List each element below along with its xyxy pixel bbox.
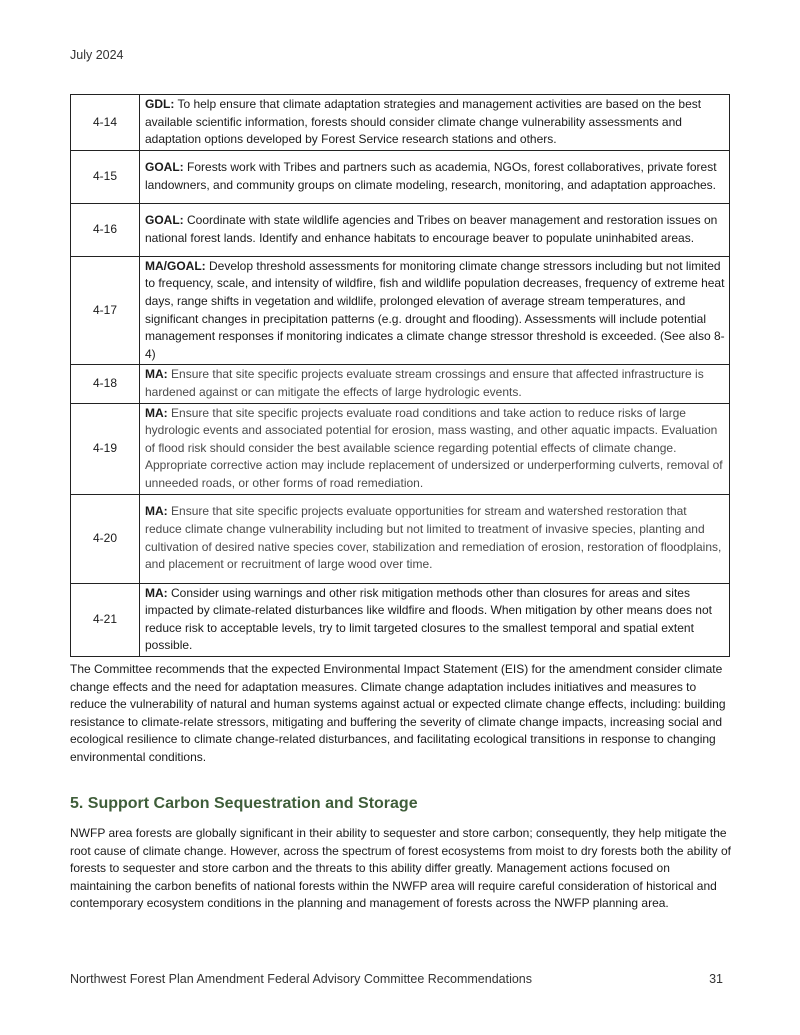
table-row — [71, 150, 730, 203]
row-text — [140, 203, 730, 256]
recommendations-table — [70, 94, 730, 657]
row-number: 4-17 — [71, 256, 140, 365]
table-row — [71, 203, 730, 256]
row-text — [140, 150, 730, 203]
table-row — [71, 494, 730, 583]
row-number: 4-20 — [71, 494, 140, 583]
row-label: GDL: — [145, 97, 175, 111]
row-number: 4-14 — [71, 95, 140, 151]
table-row — [71, 256, 730, 365]
row-number: 4-16 — [71, 203, 140, 256]
page-number: 31 — [709, 972, 723, 986]
row-number: 4-21 — [71, 583, 140, 656]
table-row — [71, 583, 730, 656]
row-body: Forests work with Tribes and partners such as academia, NGOs, forest collaboratives, private forest landowners, and community groups on climate modeling, research, monitoring, and adaptation approaches. — [145, 160, 717, 192]
row-body: Develop threshold assessments for monitoring climate change stressors including but not limited to frequency, scale, and intensity of wildfire, fish and wildlife population decreases, frequency of extreme heat days, range shifts in vegetation and wildlife, prolonged elevation of average stream temperatures, and significant changes in precipitation patterns (e.g. drought and flooding). Assessments will include potential management responses if monitoring indicates a climate change stressor threshold is exceeded. (See also 8-4) — [145, 258, 725, 361]
table-row — [71, 365, 730, 403]
header-date: July 2024 — [70, 48, 124, 62]
row-number: 4-19 — [71, 403, 140, 494]
table-row — [71, 95, 730, 151]
row-text — [140, 403, 730, 494]
row-body: Ensure that site specific projects evaluate road conditions and take action to reduce risks of large hydrologic events and associated potential for erosion, mass wasting, and other aquatic impacts. Evaluation of flood risk should consider the best available science regarding potential effects of climate change. Appropriate corrective action may include replacement of undersized or underperforming culverts, removal of unneeded roads, or other forms of road remediation. — [145, 405, 723, 490]
row-label: MA: — [145, 405, 168, 420]
carbon-paragraph: NWFP area forests are globally significant in their ability to sequester and store carbon; consequently, they help mitigate the root cause of climate change. However, across the spectrum of forest ecosystems from moist to dry forests both the ability of forests to sequester and store carbon and the threats to this ability differ greatly. Management actions focused on maintaining the carbon benefits of national forests within the NWFP area will require careful consideration of historical and contemporary ecosystem conditions in the planning and management of forests across the NWFP planning area. — [70, 826, 731, 910]
committee-paragraph: The Committee recommends that the expected Environmental Impact Statement (EIS) for the amendment consider climate change effects and the need for adaptation measures. Climate change adaptation includes initiatives and measures to reduce the vulnerability of natural and human systems against actual or expected climate change effects, including: building resistance to climate-relate stressors, mitigating and buffering the severity of climate change impacts, increasing social and ecological resilience to climate change-related disturbances, and facilitating ecological transitions in response to changing environmental conditions. — [70, 662, 726, 764]
row-number: 4-18 — [71, 365, 140, 403]
row-label: GOAL: — [145, 213, 184, 228]
row-number: 4-15 — [71, 150, 140, 203]
row-label: GOAL: — [145, 160, 184, 175]
row-body: To help ensure that climate adaptation strategies and management activities are based on the best available scientific information, forests should consider climate change vulnerability assessments and adaptation options developed by Forest Service research stations and others. — [145, 97, 702, 147]
row-body: Consider using warnings and other risk mitigation methods other than closures for areas and sites impacted by climate-related disturbances like wildfire and floods. When mitigation by other means does not reduce risk to acceptable levels, try to limit targeted closures to the smallest temporal and spatial extent possible. — [145, 585, 712, 653]
row-body: Ensure that site specific projects evaluate stream crossings and ensure that affected infrastructure is hardened against or can mitigate the effects of large hydrologic events. — [145, 367, 704, 399]
row-text — [140, 365, 730, 403]
row-label: MA: — [145, 504, 168, 519]
row-label: MA: — [145, 585, 168, 600]
row-body: Ensure that site specific projects evaluate opportunities for stream and watershed restoration that reduce climate change vulnerability including but not limited to treatment of invasive species, planting and cultivation of desired native species cover, stabilization and remediation of erosion, restoration of floodplains, and placement or recruitment of large wood over time. — [145, 504, 722, 572]
row-label: MA: — [145, 367, 168, 382]
row-text — [140, 494, 730, 583]
footer-title: Northwest Forest Plan Amendment Federal Advisory Committee Recommendations — [70, 972, 532, 986]
row-text — [140, 95, 730, 151]
row-text — [140, 583, 730, 656]
table-row — [71, 403, 730, 494]
row-label: MA/GOAL: — [145, 258, 206, 273]
row-text — [140, 256, 730, 365]
section-heading: 5. Support Carbon Sequestration and Storage — [70, 795, 418, 812]
row-body: Coordinate with state wildlife agencies and Tribes on beaver management and restoration issues on national forest lands. Identify and enhance habitats to encourage beaver to populate uninhabited areas. — [145, 213, 718, 245]
